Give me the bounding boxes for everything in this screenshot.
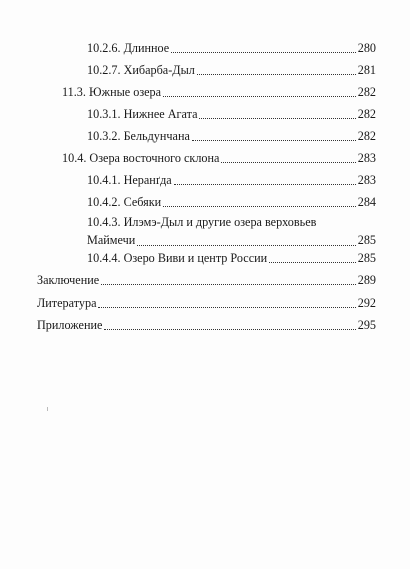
toc-leader	[104, 329, 355, 330]
toc-entry	[87, 173, 376, 188]
toc-leader	[197, 74, 356, 75]
toc-entry-page: 282	[357, 85, 376, 99]
toc-leader	[269, 262, 356, 263]
toc-entry-page: 282	[357, 107, 376, 121]
toc-entry-title: Заключение	[37, 273, 100, 287]
toc-entry-title: Приложение	[37, 318, 103, 332]
toc-leader	[163, 206, 356, 207]
toc-entry-page: 284	[357, 195, 376, 209]
toc-entry-page: 295	[357, 318, 376, 332]
toc-leader	[163, 96, 356, 97]
toc-entry	[87, 251, 376, 266]
toc-entry-title-continued: Маймечи	[87, 233, 136, 247]
toc-entry-page: 283	[357, 173, 376, 187]
toc-entry	[87, 41, 376, 56]
scan-mark	[47, 407, 48, 411]
toc-leader	[98, 307, 355, 308]
toc-entry-page: 280	[357, 41, 376, 55]
toc-entry-title: 10.4.4. Озеро Виви и центр России	[87, 251, 268, 265]
toc-leader	[174, 184, 356, 185]
toc-entry-title: 10.2.7. Хибарба-Дыл	[87, 63, 195, 77]
toc-entry	[37, 318, 376, 333]
toc-entry-title: 10.4.3. Илэмэ-Дыл и другие озера верховьев	[87, 215, 317, 229]
toc-entry-title: 10.3.1. Нижнее Агата	[87, 107, 198, 121]
toc-entry-page: 285	[357, 233, 376, 247]
toc-entry	[62, 151, 376, 166]
toc-leader	[192, 140, 356, 141]
toc-entry	[87, 107, 376, 122]
toc-entry	[37, 273, 376, 288]
toc-entry-page: 282	[357, 129, 376, 143]
toc-entry-title: Литература	[37, 296, 97, 310]
toc-entry	[87, 129, 376, 144]
toc-leader	[199, 118, 355, 119]
toc-entry	[37, 296, 376, 311]
toc-entry-title: 10.3.2. Бельдунчана	[87, 129, 190, 143]
toc-leader	[137, 245, 355, 246]
toc-entry-title: 10.4.2. Себяки	[87, 195, 162, 209]
toc-entry-title: 10.2.6. Длинное	[87, 41, 170, 55]
toc-entry-page: 283	[357, 151, 376, 165]
toc-entry	[62, 85, 376, 100]
toc-entry-page: 292	[357, 296, 376, 310]
toc-leader	[171, 52, 356, 53]
toc-entry	[87, 63, 376, 78]
toc-entry-title: 11.3. Южные озера	[62, 85, 162, 99]
toc-entry-page: 289	[357, 273, 376, 287]
toc-entry-title: 10.4.1. Неранґда	[87, 173, 172, 187]
toc-entry	[87, 195, 376, 210]
toc-entry-title: 10.4. Озера восточного склона	[62, 151, 220, 165]
toc-entry-page: 281	[357, 63, 376, 77]
toc-leader	[101, 284, 356, 285]
toc-leader	[221, 162, 355, 163]
toc-entry	[87, 213, 376, 249]
toc-entry-page: 285	[357, 251, 376, 265]
